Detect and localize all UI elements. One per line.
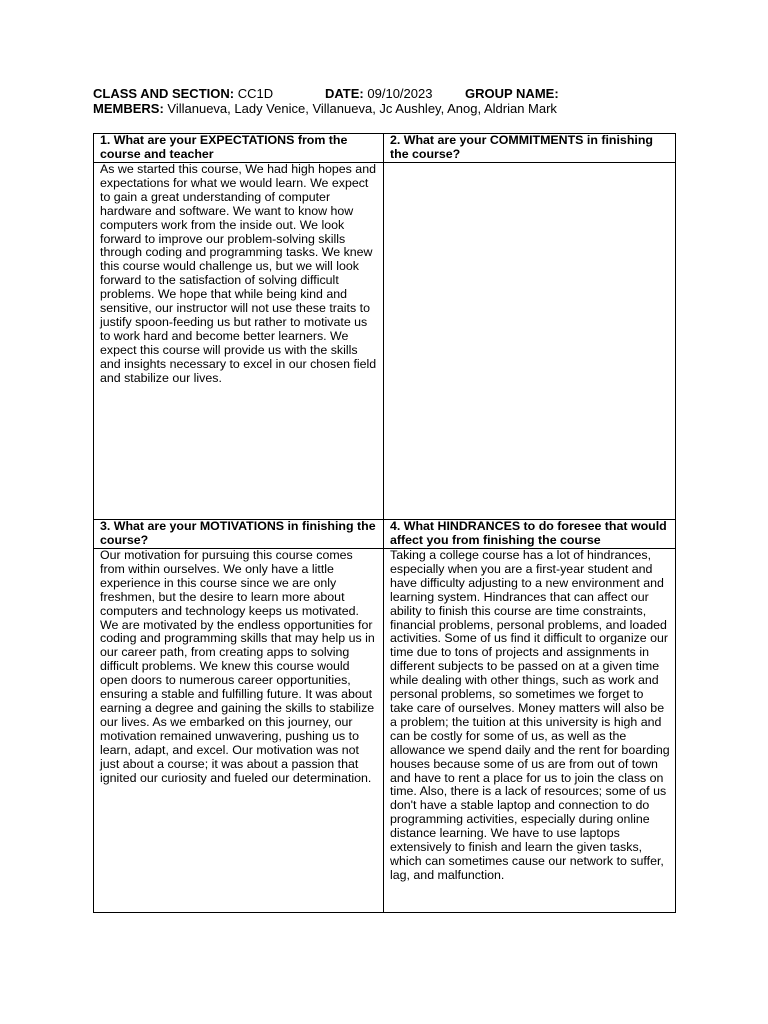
class-section <box>93 86 273 101</box>
members-label: MEMBERS: <box>93 101 164 116</box>
answer-commitments <box>384 163 676 520</box>
answer-hindrances: Taking a college course has a lot of hindrances, especially when you are a first-year student and have difficulty adjusting to a new environment and learning system. Hindrances that can affect our ability to finish this course are time constraints, financial problems, personal problems, and loaded activities. Some of us find it difficult to organize our time due to tons of projects and assignments in different subjects to be passed on at a given time while dealing with other things, such as work and personal problems, so sometimes we forget to take care of ourselves. Money matters will also be a problem; the tuition at this university is high and can be costly for some of us, as well as the allowance we spend daily and the rent for boarding houses because some of us are from out of town and have to rent a place for us to join the class on time. Also, there is a lack of resources; some of us don't have a stable laptop and connection to do programming activities, especially during online distance learning. We have to use laptops extensively to finish and learn the given tasks, which can sometimes cause our network to suffer, lag, and malfunction. <box>384 549 676 913</box>
group-name-label: GROUP NAME: <box>465 86 559 101</box>
table-row <box>94 134 676 163</box>
members-value: Villanueva, Lady Venice, Villanueva, Jc Aushley, Anog, Aldrian Mark <box>167 101 557 116</box>
answer-expectations: As we started this course, We had high hopes and expectations for what we would learn. We expect to gain a great understanding of computer hardware and software. We want to know how computers work from the inside out. We look forward to improve our problem-solving skills through coding and programming tasks. We knew this course would challenge us, but we will look forward to the satisfaction of solving difficult problems. We hope that while being kind and sensitive, our instructor will not use these traits to justify spoon-feeding us but rather to motivate us to work hard and become better learners. We expect this course will provide us with the skills and insights necessary to excel in our chosen field and stabilize our lives. <box>94 163 384 520</box>
date-value: 09/10/2023 <box>367 86 433 101</box>
question-motivations: 3. What are your MOTIVATIONS in finishing the course? <box>94 520 384 549</box>
question-expectations: 1. What are your EXPECTATIONS from the course and teacher <box>94 134 384 163</box>
date-label: DATE: <box>325 86 364 101</box>
header-first-line <box>93 86 693 101</box>
header-members-line <box>93 101 693 116</box>
group-name <box>465 86 559 101</box>
reflection-table <box>93 133 676 913</box>
table-row <box>94 520 676 549</box>
date <box>325 86 432 101</box>
class-section-label: CLASS AND SECTION: <box>93 86 235 101</box>
table-row <box>94 549 676 913</box>
document-header <box>93 86 693 116</box>
table-row <box>94 163 676 520</box>
class-section-value: CC1D <box>237 86 274 101</box>
answer-motivations: Our motivation for pursuing this course comes from within ourselves. We only have a little experience in this course since we are only freshmen, but the desire to learn more about computers and technology keeps us motivated. We are motivated by the endless opportunities for coding and programming skills that may help us in our career path, from creating apps to solving difficult problems. We knew this course would open doors to numerous career opportunities, ensuring a stable and fulfilling future. It was about earning a degree and gaining the skills to stabilize our lives. As we embarked on this journey, our motivation remained unwavering, pushing us to learn, adapt, and excel. Our motivation was not just about a course; it was about a passion that ignited our curiosity and fueled our determination. <box>94 549 384 913</box>
question-hindrances: 4. What HINDRANCES to do foresee that would affect you from finishing the course <box>384 520 676 549</box>
question-commitments: 2. What are your COMMITMENTS in finishing the course? <box>384 134 676 163</box>
